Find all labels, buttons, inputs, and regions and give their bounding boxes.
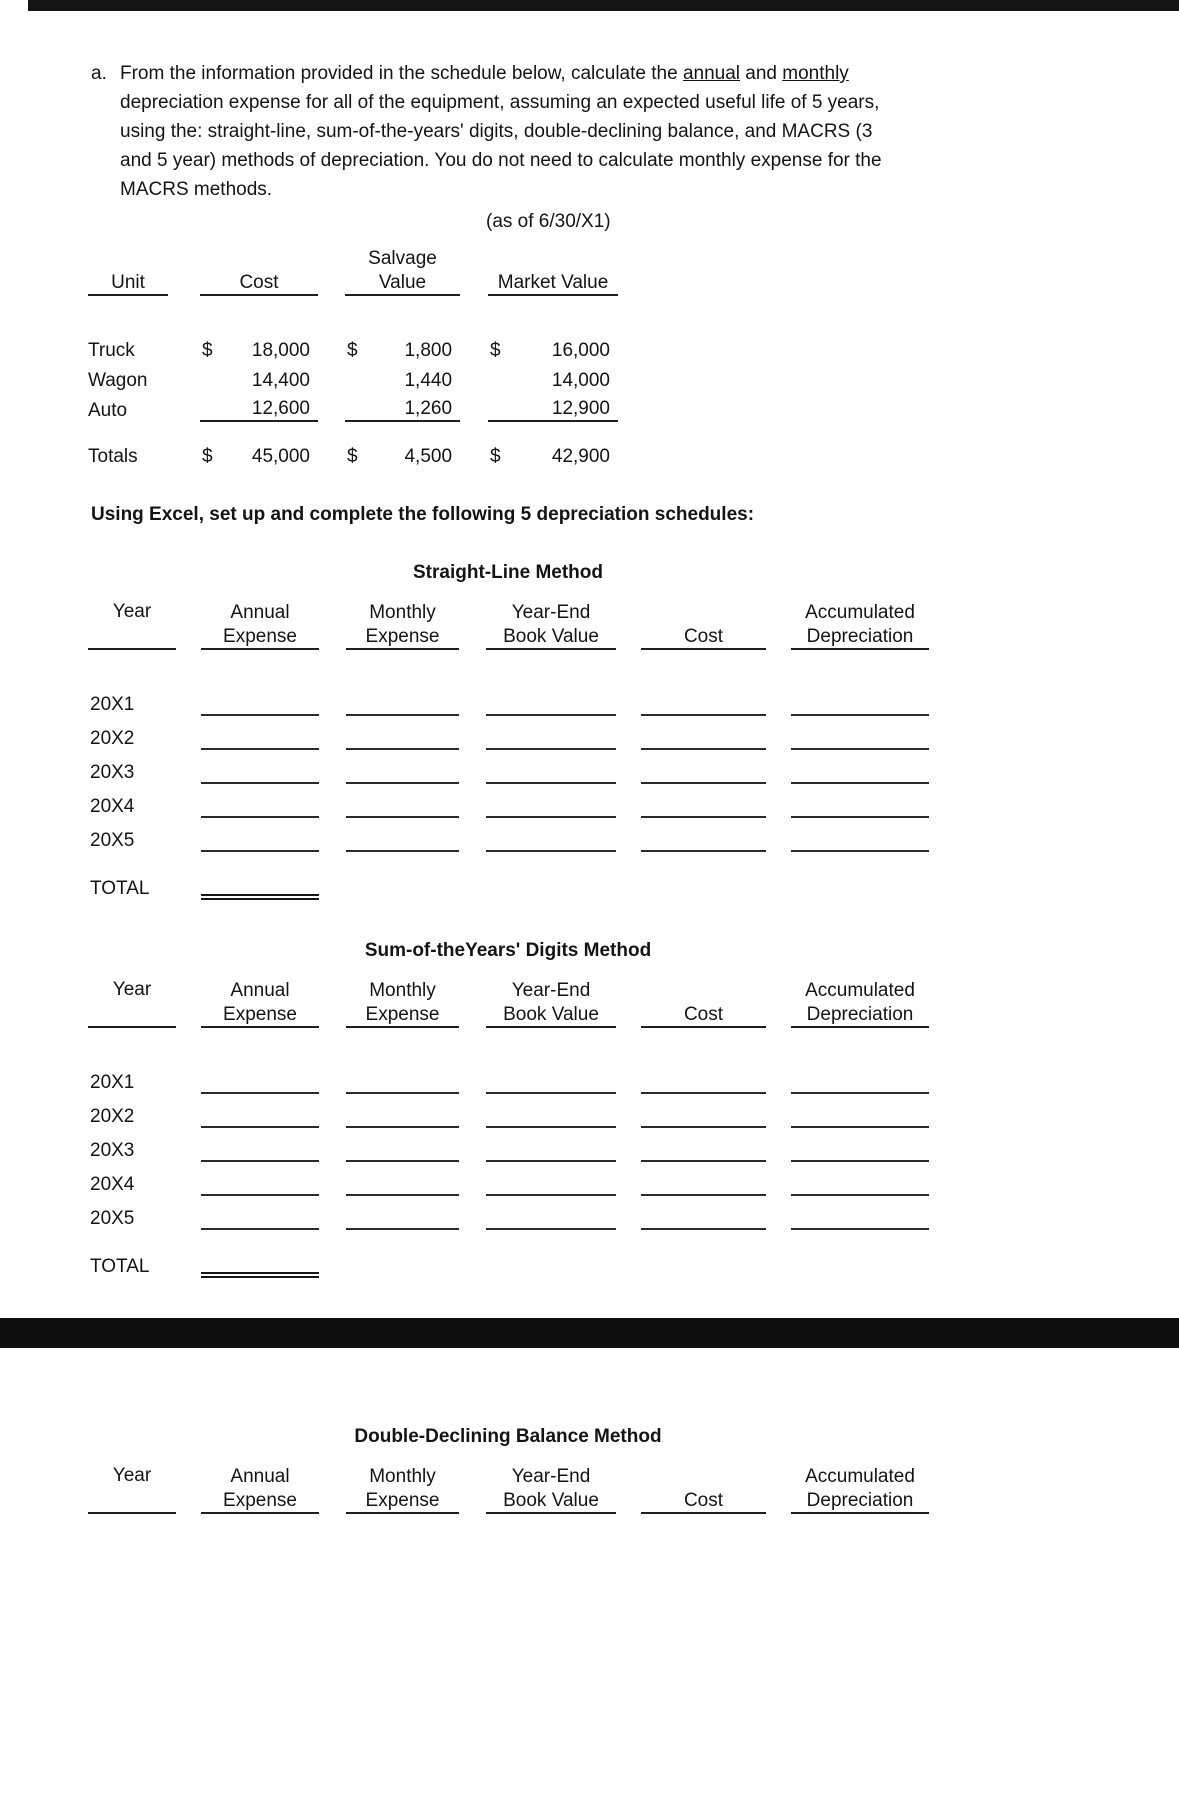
- equipment-name: Wagon: [88, 370, 148, 391]
- salvage-value: 1,260: [367, 392, 460, 422]
- annual-expense-column-header-line1: Annual: [230, 1466, 290, 1487]
- underlined-word-monthly: monthly: [782, 63, 849, 84]
- monthly-expense-column-header-line1: Monthly: [369, 1466, 436, 1487]
- blank-year-end-book-value: [486, 818, 616, 852]
- blank-year-end-book-value: [486, 750, 616, 784]
- dollar-sign: $: [202, 340, 213, 361]
- dollar-sign: [200, 392, 222, 422]
- year-row-label: 20X2: [90, 728, 135, 749]
- blank-accumulated-depreciation: [791, 1162, 929, 1196]
- salvage-value-column-header-line1: Salvage: [368, 248, 437, 269]
- problem-statement: [120, 59, 909, 204]
- problem-text-before: From the information provided in the schedule below, calculate the: [120, 63, 683, 84]
- dollar-sign: [488, 392, 510, 422]
- accumulated-depreciation-column-header-line2: Depreciation: [791, 1002, 929, 1028]
- year-end-book-value-column-header-line1: Year-End: [511, 1466, 591, 1487]
- blank-annual-expense: [201, 1162, 319, 1196]
- cost-column-header: Cost: [641, 1488, 766, 1514]
- blank-cost: [641, 1060, 766, 1094]
- annual-expense-column-header-line2: Expense: [201, 1002, 319, 1028]
- total-row-label: TOTAL: [90, 1256, 150, 1277]
- sum-of-years-digits-table: [88, 976, 929, 1278]
- year-row-label: 20X3: [90, 762, 135, 783]
- blank-accumulated-depreciation: [791, 1060, 929, 1094]
- year-row-label: 20X1: [90, 694, 135, 715]
- blank-cost: [641, 716, 766, 750]
- blank-accumulated-depreciation: [791, 682, 929, 716]
- totals-row: [88, 438, 618, 468]
- dollar-sign: $: [490, 446, 501, 467]
- problem-letter: a.: [91, 63, 107, 84]
- monthly-expense-column-header-line2: Expense: [346, 1002, 459, 1028]
- blank-year-end-book-value: [486, 1162, 616, 1196]
- blank-monthly-expense: [346, 750, 459, 784]
- year-column-header: Year: [88, 598, 176, 650]
- as-of-date: (as of 6/30/X1): [486, 211, 611, 232]
- blank-annual-expense: [201, 1128, 319, 1162]
- dollar-sign: [345, 392, 367, 422]
- equipment-schedule-table: [88, 244, 618, 468]
- blank-annual-expense: [201, 716, 319, 750]
- cost-value: 14,400: [251, 370, 310, 391]
- blank-cost: [641, 1196, 766, 1230]
- dollar-sign: [200, 362, 222, 392]
- blank-year-end-book-value: [486, 1196, 616, 1230]
- excel-instruction: Using Excel, set up and complete the following 5 depreciation schedules:: [91, 504, 755, 525]
- cost-value: 12,600: [222, 392, 318, 422]
- blank-year-end-book-value: [486, 1094, 616, 1128]
- salvage-value-column-header-line2: Value: [345, 270, 460, 296]
- blank-monthly-expense: [346, 1128, 459, 1162]
- market-value: 12,900: [510, 392, 618, 422]
- blank-year-end-book-value: [486, 1060, 616, 1094]
- blank-cost: [641, 1162, 766, 1196]
- blank-cost: [641, 1094, 766, 1128]
- salvage-value: 1,440: [404, 370, 453, 391]
- blank-monthly-expense: [346, 1060, 459, 1094]
- accumulated-depreciation-column-header-line2: Depreciation: [791, 1488, 929, 1514]
- blank-year-end-book-value: [486, 682, 616, 716]
- year-row-label: 20X2: [90, 1106, 135, 1127]
- schedule-row: [88, 682, 929, 716]
- straight-line-table: [88, 598, 929, 900]
- underlined-word-annual: annual: [682, 63, 740, 84]
- blank-monthly-expense: [346, 1196, 459, 1230]
- schedule-row: [88, 1162, 929, 1196]
- scan-edge-artifact-top: [28, 0, 1179, 11]
- schedule-title-sum-of-years-digits: Sum-of-theYears' Digits Method: [364, 940, 652, 961]
- equipment-name: Truck: [88, 340, 135, 361]
- blank-monthly-expense: [346, 784, 459, 818]
- monthly-expense-column-header-line2: Expense: [346, 624, 459, 650]
- blank-cost: [641, 1128, 766, 1162]
- accumulated-depreciation-column-header-line1: Accumulated: [805, 1466, 915, 1487]
- blank-annual-expense: [201, 682, 319, 716]
- blank-cost: [641, 818, 766, 852]
- accumulated-depreciation-column-header-line2: Depreciation: [791, 624, 929, 650]
- schedule-row: [88, 1094, 929, 1128]
- blank-annual-expense: [201, 1060, 319, 1094]
- table-row: [88, 332, 618, 362]
- monthly-expense-column-header-line1: Monthly: [369, 602, 436, 623]
- double-declining-table: [88, 1462, 929, 1514]
- blank-monthly-expense: [346, 1162, 459, 1196]
- year-row-label: 20X4: [90, 796, 135, 817]
- total-row-label: TOTAL: [90, 878, 150, 899]
- blank-monthly-expense: [346, 818, 459, 852]
- blank-monthly-expense: [346, 716, 459, 750]
- blank-year-end-book-value: [486, 716, 616, 750]
- annual-expense-column-header-line2: Expense: [201, 624, 319, 650]
- accumulated-depreciation-column-header-line1: Accumulated: [805, 980, 915, 1001]
- cost-column-header: Cost: [641, 1002, 766, 1028]
- totals-cost-value: 45,000: [251, 446, 310, 467]
- blank-annual-expense: [201, 818, 319, 852]
- totals-salvage-value: 4,500: [404, 446, 453, 467]
- problem-item-a: [91, 59, 909, 204]
- blank-accumulated-depreciation: [791, 750, 929, 784]
- blank-annual-expense: [201, 1196, 319, 1230]
- unit-column-header: Unit: [88, 270, 168, 296]
- schedule-title-straight-line: Straight-Line Method: [413, 562, 603, 583]
- blank-accumulated-depreciation: [791, 1196, 929, 1230]
- totals-label: Totals: [88, 446, 138, 467]
- year-row-label: 20X5: [90, 830, 135, 851]
- monthly-expense-column-header-line1: Monthly: [369, 980, 436, 1001]
- problem-text-after: depreciation expense for all of the equipment, assuming an expected useful life of 5 years, using the: straight-line, sum-of-the-years' digits, double-declining balance, and MACRS (3 and 5 year) methods of depreciation. You do not need to calculate monthly expense for the MACRS methods.: [120, 92, 882, 200]
- dollar-sign: [345, 362, 367, 392]
- blank-cost: [641, 784, 766, 818]
- market-value-column-header: Market Value: [488, 270, 618, 296]
- year-end-book-value-column-header-line2: Book Value: [486, 1002, 616, 1028]
- year-row-label: 20X4: [90, 1174, 135, 1195]
- accumulated-depreciation-column-header-line1: Accumulated: [805, 602, 915, 623]
- blank-cost: [641, 682, 766, 716]
- blank-year-end-book-value: [486, 1128, 616, 1162]
- monthly-expense-column-header-line2: Expense: [346, 1488, 459, 1514]
- blank-annual-expense: [201, 750, 319, 784]
- schedule-row: [88, 716, 929, 750]
- year-row-label: 20X5: [90, 1208, 135, 1229]
- totals-market-value: 42,900: [551, 446, 611, 467]
- schedule-row: [88, 818, 929, 852]
- equipment-name: Auto: [88, 400, 128, 421]
- schedule-row: [88, 1128, 929, 1162]
- cost-column-header: Cost: [200, 270, 318, 296]
- year-end-book-value-column-header-line1: Year-End: [511, 980, 591, 1001]
- page-break-band: [0, 1318, 1179, 1348]
- dollar-sign: [488, 362, 510, 392]
- year-end-book-value-column-header-line1: Year-End: [511, 602, 591, 623]
- blank-accumulated-depreciation: [791, 716, 929, 750]
- dollar-sign: $: [202, 446, 213, 467]
- table-row: [88, 392, 618, 422]
- total-row: [88, 864, 929, 900]
- blank-accumulated-depreciation: [791, 1128, 929, 1162]
- schedule-row: [88, 1196, 929, 1230]
- dollar-sign: $: [347, 446, 358, 467]
- blank-annual-expense: [201, 784, 319, 818]
- schedule-title-double-declining: Double-Declining Balance Method: [354, 1426, 662, 1447]
- year-row-label: 20X3: [90, 1140, 135, 1161]
- total-row: [88, 1242, 929, 1278]
- dollar-sign: $: [490, 340, 501, 361]
- dollar-sign: $: [347, 340, 358, 361]
- year-column-header: Year: [88, 976, 176, 1028]
- cost-column-header: Cost: [641, 624, 766, 650]
- total-double-rule: [201, 1242, 319, 1278]
- schedule-row: [88, 750, 929, 784]
- blank-annual-expense: [201, 1094, 319, 1128]
- blank-accumulated-depreciation: [791, 1094, 929, 1128]
- blank-monthly-expense: [346, 1094, 459, 1128]
- table-row: [88, 362, 618, 392]
- annual-expense-column-header-line2: Expense: [201, 1488, 319, 1514]
- market-value: 16,000: [551, 340, 611, 361]
- cost-value: 18,000: [251, 340, 310, 361]
- schedule-row: [88, 784, 929, 818]
- blank-accumulated-depreciation: [791, 818, 929, 852]
- blank-cost: [641, 750, 766, 784]
- schedule-row: [88, 1060, 929, 1094]
- annual-expense-column-header-line1: Annual: [230, 980, 290, 1001]
- annual-expense-column-header-line1: Annual: [230, 602, 290, 623]
- year-end-book-value-column-header-line2: Book Value: [486, 624, 616, 650]
- blank-accumulated-depreciation: [791, 784, 929, 818]
- market-value: 14,000: [551, 370, 611, 391]
- blank-year-end-book-value: [486, 784, 616, 818]
- problem-text-mid: and: [740, 63, 783, 84]
- blank-monthly-expense: [346, 682, 459, 716]
- year-end-book-value-column-header-line2: Book Value: [486, 1488, 616, 1514]
- year-row-label: 20X1: [90, 1072, 135, 1093]
- salvage-value: 1,800: [404, 340, 453, 361]
- year-column-header: Year: [88, 1462, 176, 1514]
- total-double-rule: [201, 864, 319, 900]
